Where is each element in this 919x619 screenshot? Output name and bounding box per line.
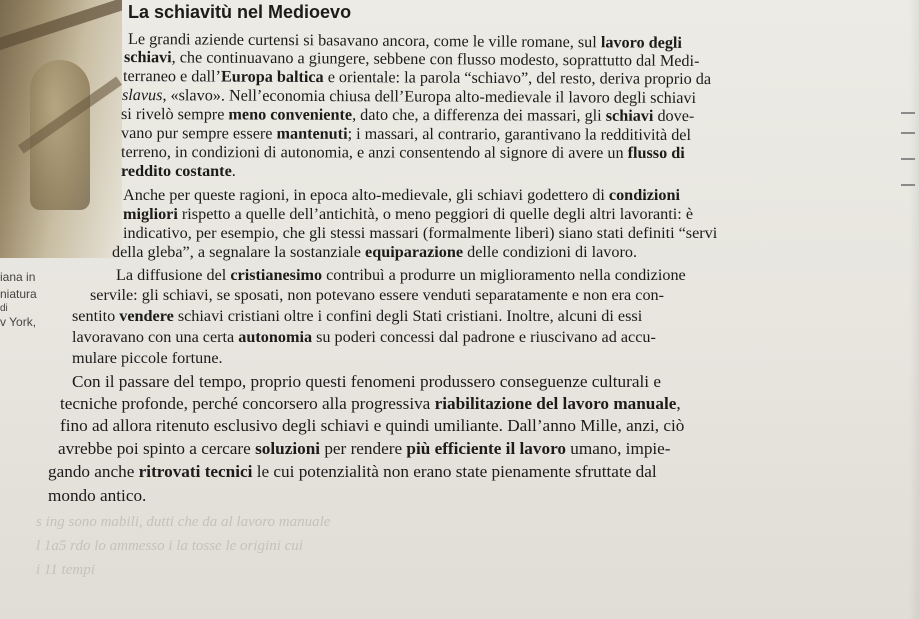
illustration-fragment — [0, 0, 122, 258]
text-line: slavus, «slavo». Nell’economia chiusa dell’Europa alto-medievale il lavoro degli schiavi — [121, 86, 697, 108]
text-line: tecniche profonde, perché concorsero alla progressiva riabilitazione del lavoro manuale, — [60, 394, 681, 413]
text-line: fino ad allora ritenuto esclusivo degli schiavi e quindi umiliante. Dall’anno Mille, anzi, ciò — [60, 416, 685, 435]
edge-mark — [901, 158, 915, 160]
text-line: si rivelò sempre meno conveniente, dato che, a differenza dei massari, gli schiavi dove- — [120, 105, 695, 126]
text-line: Con il passare del tempo, proprio questi fenomeni produssero conseguenze culturali e — [72, 372, 661, 391]
page-title: La schiavitù nel Medioevo — [128, 2, 352, 22]
bleed-through-text: s ing sono mabili, dutti che da al lavoro manuale — [36, 514, 331, 530]
edge-mark — [901, 132, 915, 134]
bleed-through-text: i 11 tempi — [36, 562, 95, 578]
text-line: Le grandi aziende curtensi si basavano ancora, come le ville romane, sul lavoro degli — [127, 30, 683, 52]
text-line: gando anche ritrovati tecnici le cui potenzialità non erano state pienamente sfruttate dal — [48, 462, 657, 481]
caption-fragment-1: iana in — [0, 270, 36, 284]
text-line: terraneo e dall’Europa baltica e orientale: la parola “schiavo”, del resto, deriva proprio da — [122, 67, 712, 89]
text-line: mondo antico. — [48, 486, 147, 505]
edge-mark — [901, 112, 915, 114]
page-edge — [909, 0, 919, 619]
text-line: indicativo, per esempio, che gli stessi massari (formalmente liberi) siano stati definiti “servi — [123, 224, 718, 242]
text-line: della gleba”, a segnalare la sostanziale equiparazione delle condizioni di lavoro. — [112, 243, 638, 261]
bleed-through-text: l 1a5 rdo lo ammesso i la tosse le origini cui — [36, 538, 303, 554]
text-line: mulare piccole fortune. — [72, 349, 223, 367]
text-line: reddito costante. — [121, 162, 236, 180]
text-line: avrebbe poi spinto a cercare soluzioni per rendere più efficiente il lavoro umano, impie- — [58, 439, 671, 458]
caption-fragment-3: di — [0, 303, 8, 314]
text-line: schiavi, che continuavano a giungere, sebbene con flusso modesto, soprattutto dal Medi- — [123, 48, 700, 71]
text-line: Anche per queste ragioni, in epoca alto-medievale, gli schiavi godettero di condizioni — [123, 186, 680, 204]
text-line: La diffusione del cristianesimo contribuì a produrre un miglioramento nella condizione — [116, 266, 686, 284]
text-line: migliori rispetto a quelle dell’antichità, o meno peggiori di quelle degli altri lavoranti: è — [123, 205, 693, 223]
text-line: terreno, in condizioni di autonomia, e anzi consentendo al signore di avere un flusso di — [120, 143, 685, 162]
text-line: servile: gli schiavi, se sposati, non potevano essere venduti separatamente e non era con- — [90, 286, 665, 304]
caption-fragment-4: v York, — [0, 315, 37, 329]
text-line: sentito vendere schiavi cristiani oltre i confini degli Stati cristiani. Inoltre, alcuni di essi — [72, 307, 643, 325]
text-line: lavoravano con una certa autonomia su poderi concessi dal padrone e riuscivano ad accu- — [72, 328, 656, 346]
edge-mark — [901, 184, 915, 186]
text-line: vano pur sempre essere mantenuti; i massari, al contrario, garantivano la redditività del — [120, 124, 692, 144]
caption-fragment-2: niatura — [0, 287, 37, 301]
illustration-wood-beam — [0, 0, 122, 55]
